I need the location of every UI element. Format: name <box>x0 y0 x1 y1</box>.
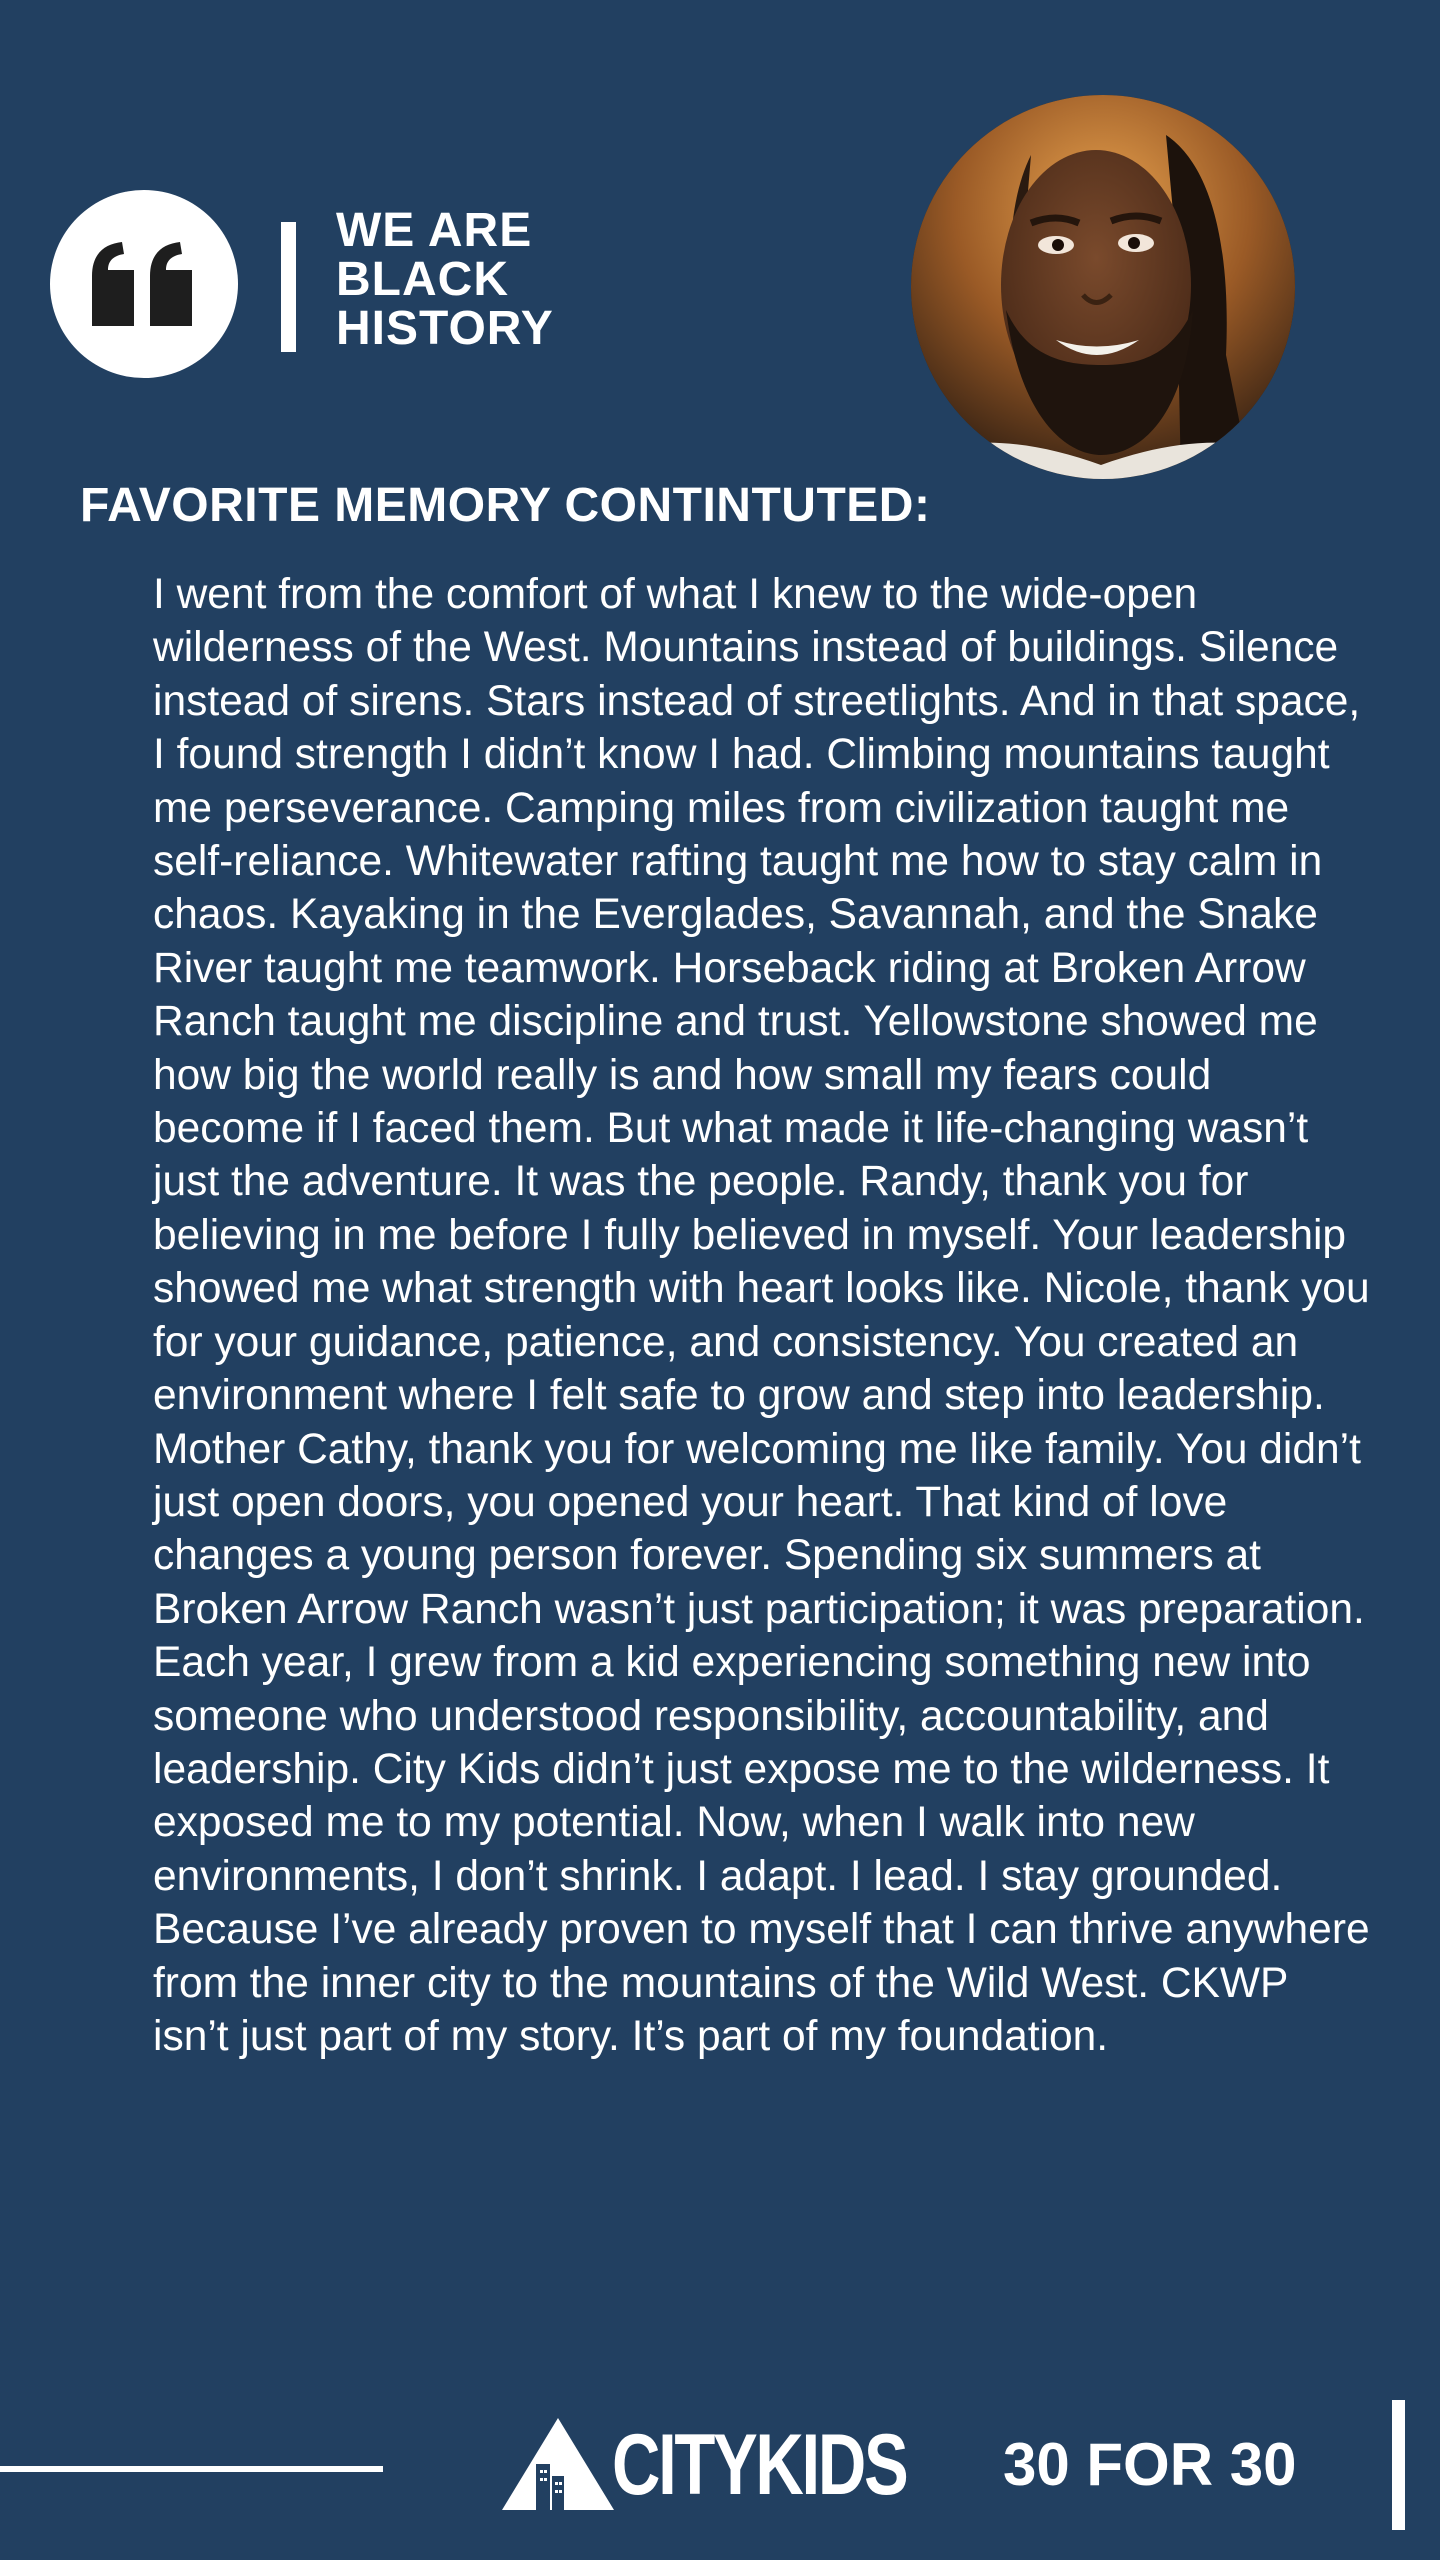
story-text: I went from the comfort of what I knew to the wide-open wilderness of the West. Mountains instead of buildings. Silence instead of sirens. Stars instead of streetlights. And in that space, I found strength I didn’t know I had. Climbing mountains taught me perseverance. Camping miles from civilization taught me self-reliance. Whitewater rafting taught me how to stay calm in chaos. Kayaking in the Everglades, Savannah, and the Snake River taught me teamwork. Horseback riding at Broken Arrow Ranch taught me discipline and trust. Yellowstone showed me how big the world really is and how small my fears could become if I faced them. But what made it life-changing wasn’t just the adventure. It was the people. Randy, thank you for believing in me before I fully believed in myself. Your leadership showed me what strength with heart looks like. Nicole, thank you for your guidance, patience, and consistency. You created an environment where I felt safe to grow and step into leadership. Mother Cathy, thank you for welcoming me like family. You didn’t just open doors, you opened your heart. That kind of love changes a young person forever. Spending six summers at Broken Arrow Ranch wasn’t just participation; it was preparation. Each year, I grew from a kid experiencing something new into someone who understood responsibility, accountability, and leadership. City Kids didn’t just expose me to the wilderness. It exposed me to my potential. Now, when I walk into new environments, I don’t shrink. I adapt. I lead. I stay grounded. Because I’ve already proven to myself that I can thrive anywhere from the inner city to the mountains of the Wild West. CKWP isn’t just part of my story. It’s part of my foundation. <box>153 571 1370 2060</box>
mountain-city-logo-icon <box>502 2418 614 2510</box>
footer-bar <box>1392 2400 1405 2530</box>
series-label: 30 FOR 30 <box>1003 2431 1297 2498</box>
logo-text: CITYKIDS <box>612 2417 907 2513</box>
header-title-line-2: BLACK <box>336 253 509 306</box>
header-divider <box>281 222 296 352</box>
section-heading: FAVORITE MEMORY CONTINTUTED: <box>80 479 931 532</box>
header-title-line-3: HISTORY <box>336 302 554 355</box>
quote-badge <box>50 190 238 378</box>
header-title <box>336 206 554 353</box>
header-title-line-1: WE ARE <box>336 204 533 257</box>
person-portrait-icon <box>911 95 1295 479</box>
footer-line <box>0 2466 383 2472</box>
quote-icon <box>88 240 200 330</box>
portrait-photo <box>911 95 1295 479</box>
